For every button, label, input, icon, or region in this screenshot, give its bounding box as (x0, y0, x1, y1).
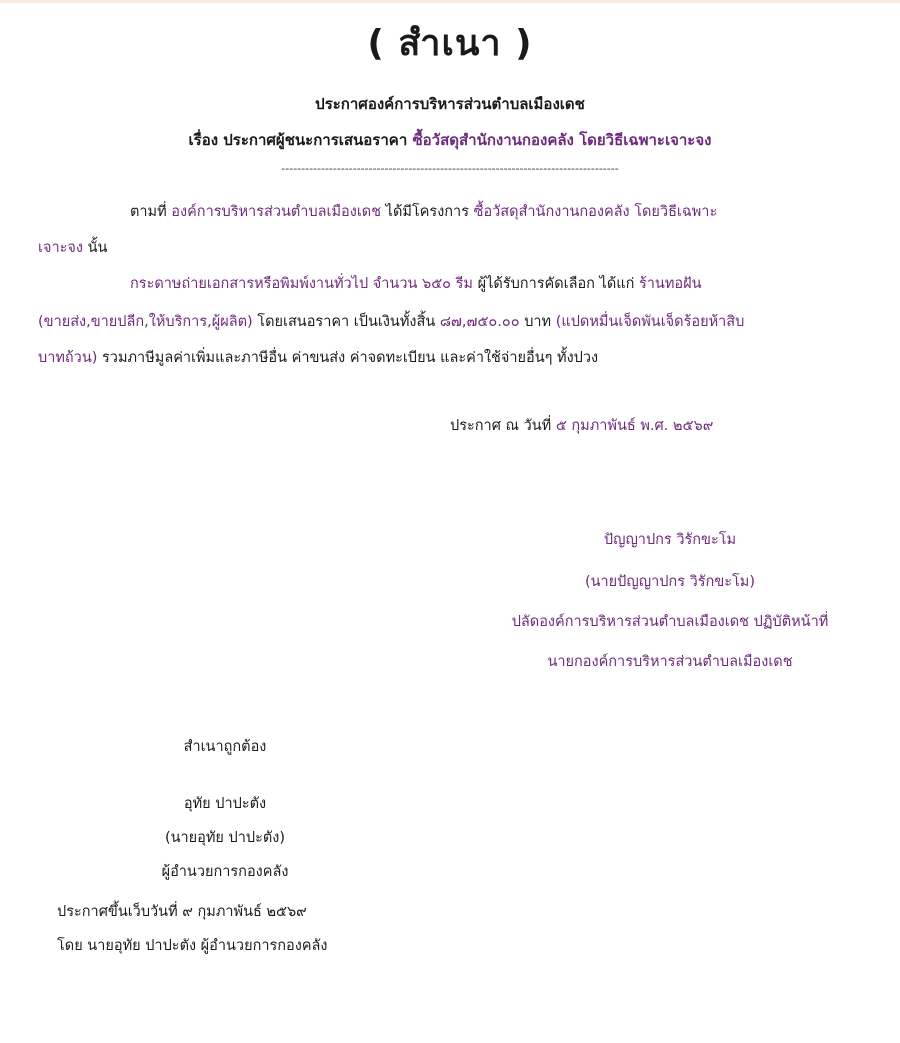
certifier-printed-name: (นายอุทัย ปาปะตัง) (164, 830, 286, 846)
signer-signature: ปัญญาปกร วิรักขะโม (603, 532, 737, 548)
winner-type: (ขายส่ง,ขายปลีก,ให้บริการ,ผู้ผลิต) (38, 314, 253, 330)
web-posting-date: ประกาศขึ้นเว็บวันที่ ๙ กุมภาพันธ์ ๒๕๖๙ (57, 904, 307, 920)
signer-position-cont: นายกองค์การบริหารส่วนตำบลเมืองเดช (547, 654, 793, 670)
announcement-subject (0, 128, 900, 152)
body-line-3 (130, 272, 702, 295)
body-line-2 (38, 236, 107, 259)
announce-date (450, 414, 713, 437)
certifier-signature: อุทัย ปาปะตัง (183, 796, 267, 812)
signer-position: ปลัดองค์การบริหารส่วนตำบลเมืองเดช ปฏิบัติหน้าที่ (511, 614, 829, 630)
body-line-5 (38, 346, 598, 369)
body-text: รวมภาษีมูลค่าเพิ่มและภาษีอื่น ค่าขนส่ง ค่าจดทะเบียน และค่าใช้จ่ายอื่นๆ ทั้งปวง (102, 350, 599, 366)
copy-stamp-title: ( สำเนา ) (367, 23, 533, 64)
body-text: นั้น (87, 240, 108, 256)
body-line-1 (130, 200, 717, 223)
price-in-words: (แปดหมื่นเจ็ดพันเจ็ดร้อยห้าสิบ (555, 314, 745, 330)
body-text: ตามที่ (130, 204, 167, 220)
date-prefix: ประกาศ ณ วันที่ (450, 418, 552, 434)
signer-printed-name: (นายปัญญาปกร วิรักขะโม) (584, 574, 756, 590)
date-value: ๕ กุมภาพันธ์ พ.ศ. ๒๕๖๙ (555, 418, 714, 434)
item-description: กระดาษถ่ายเอกสารหรือพิมพ์งานทั่วไป จำนวน ๖๕๐ รีม (130, 276, 473, 292)
currency-unit: บาท (524, 314, 552, 330)
body-text: ผู้ได้รับการคัดเลือก ได้แก่ (477, 276, 635, 292)
body-line-4 (38, 310, 744, 333)
body-text: ได้มีโครงการ (385, 204, 469, 220)
price-amount: ๘๗,๗๕๐.๐๐ (439, 314, 520, 330)
project-name: ซื้อวัสดุสำนักงานกองคลัง โดยวิธีเฉพาะ (473, 204, 718, 220)
subject-text: ซื้อวัสดุสำนักงานกองคลัง โดยวิธีเฉพาะเจาะจง (412, 131, 712, 149)
body-text: โดยเสนอราคา เป็นเงินทั้งสิ้น (257, 314, 436, 330)
certifier-position: ผู้อำนวยการกองคลัง (161, 864, 289, 880)
organization-name: องค์การบริหารส่วนตำบลเมืองเดช (171, 204, 382, 220)
project-name-cont: เจาะจง (38, 240, 83, 256)
top-border (0, 0, 900, 3)
certified-copy-label: สำเนาถูกต้อง (183, 739, 267, 755)
web-posted-by: โดย นายอุทัย ปาปะตัง ผู้อำนวยการกองคลัง (57, 938, 328, 954)
separator-line: ------------------------------------------------------------------------------------- (281, 162, 619, 175)
winner-name: ร้านทอฝัน (639, 276, 702, 292)
subject-prefix: เรื่อง ประกาศผู้ชนะการเสนอราคา (188, 131, 408, 149)
price-in-words-cont: บาทถ้วน) (38, 350, 98, 366)
announcement-heading: ประกาศองค์การบริหารส่วนตำบลเมืองเดช (315, 95, 585, 113)
